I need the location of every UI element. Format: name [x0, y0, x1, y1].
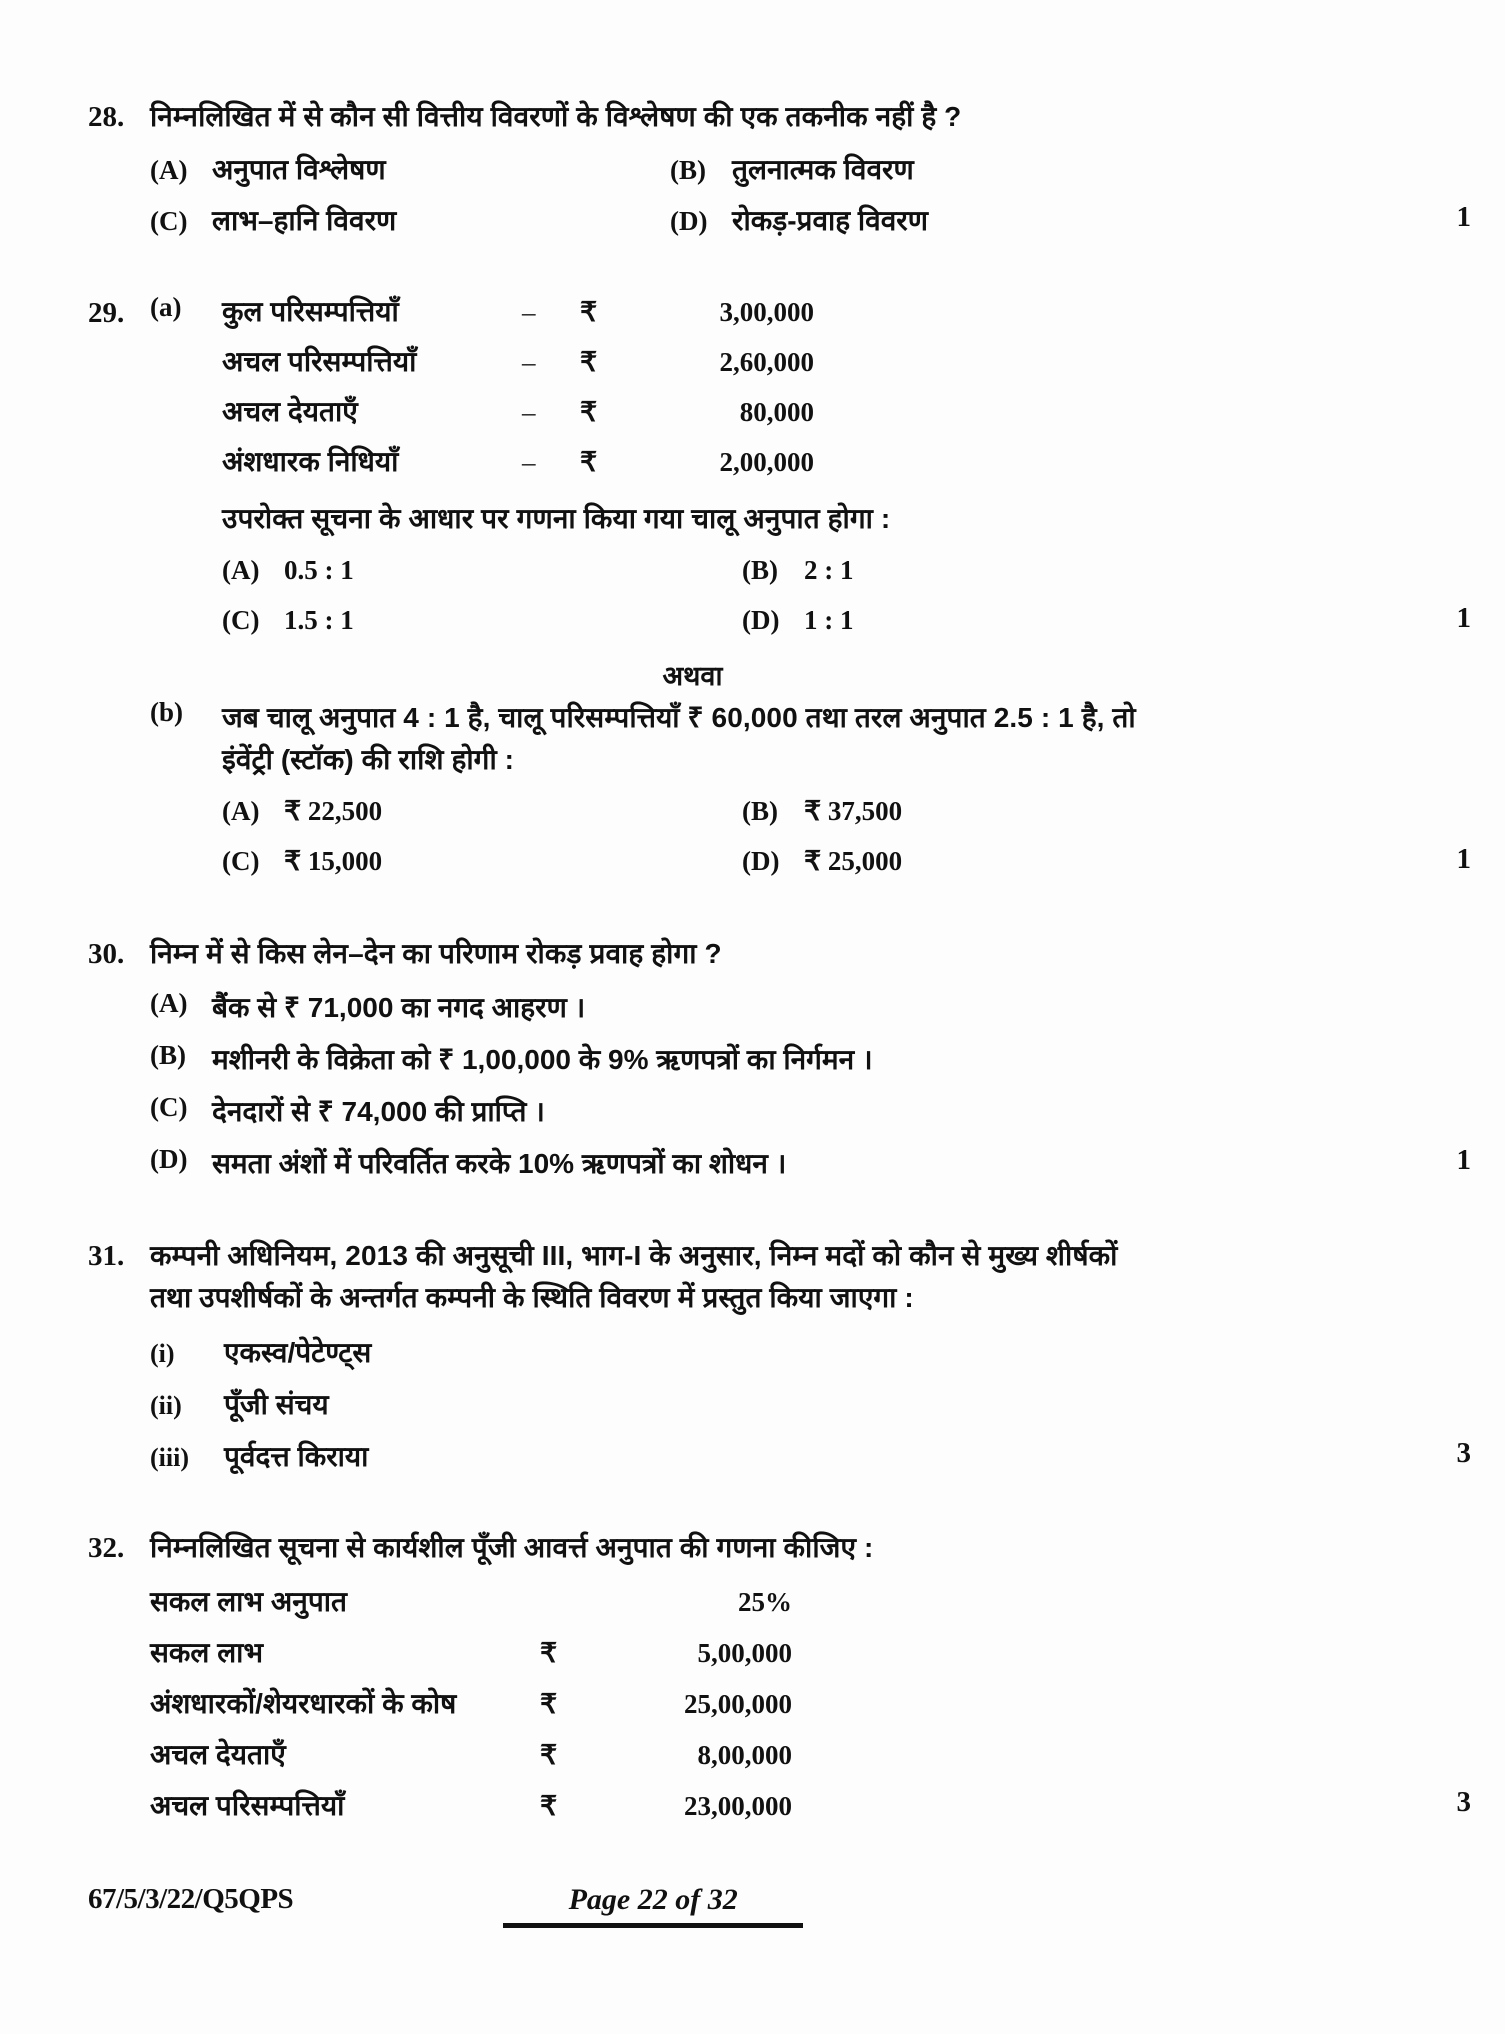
data-label: अचल परिसम्पत्तियाँ	[222, 346, 417, 378]
option-label: बैंक से ₹ 71,000 का नगद आहरण ।	[212, 991, 586, 1023]
question-stem-line-2: इंवेंट्री (स्टॉक) की राशि होगी :	[222, 743, 515, 775]
option-tag: (A)	[222, 555, 260, 586]
question-number: 28.	[88, 101, 125, 133]
options-list	[150, 987, 1471, 1184]
rupee-icon: ₹	[540, 1638, 558, 1669]
question-number: 30.	[88, 937, 125, 970]
rupee-icon: ₹	[540, 1689, 558, 1720]
page-content	[88, 96, 1471, 1994]
option-tag: (D)	[742, 845, 780, 876]
row-label: सकल लाभ अनुपात	[150, 1586, 347, 1618]
row-value: 23,00,000	[684, 1791, 792, 1822]
option-row	[222, 602, 1471, 640]
question-number: 31.	[88, 1240, 125, 1273]
sub-item-i	[150, 1333, 1385, 1371]
sub-items-list	[150, 1333, 1471, 1475]
sub-item-label: एकस्व/पेटेण्ट्स	[224, 1337, 372, 1369]
data-label: अचल देयताएँ	[222, 396, 358, 428]
row-value: 5,00,000	[697, 1638, 792, 1669]
options-list	[222, 793, 1471, 881]
option-a[interactable]	[222, 552, 742, 590]
option-tag: (B)	[670, 155, 706, 185]
question-prompt: उपरोक्त सूचना के आधार पर गणना किया गया चालू अनुपात होगा :	[222, 503, 891, 535]
data-value: 80,000	[739, 397, 814, 428]
marks-value: 3	[1456, 1437, 1471, 1470]
sub-item-tag: (i)	[150, 1339, 175, 1369]
option-label: मशीनरी के विक्रेता को ₹ 1,00,000 के 9% ऋणपत्रों का निर्गमन ।	[212, 1043, 873, 1075]
option-b[interactable]	[670, 150, 1385, 189]
rupee-icon: ₹	[580, 397, 598, 428]
option-c[interactable]	[150, 1092, 1385, 1131]
data-label: कुल परिसम्पत्तियाँ	[222, 296, 399, 328]
rupee-icon: ₹	[540, 1791, 558, 1822]
option-label: 1 : 1	[804, 605, 854, 636]
data-row	[222, 292, 1385, 330]
question-stem: निम्नलिखित सूचना से कार्यशील पूँजी आवर्त्त अनुपात की गणना कीजिए :	[150, 1532, 874, 1564]
option-tag: (B)	[742, 555, 778, 586]
question-stem: निम्नलिखित में से कौन सी वित्तीय विवरणों के विश्लेषण की एक तकनीक नहीं है ?	[150, 101, 962, 132]
question-29-part-a	[150, 292, 1471, 640]
page-footer	[88, 1883, 1385, 1928]
table-row	[150, 1786, 1471, 1824]
option-d[interactable]	[150, 1144, 1471, 1183]
marks-value: 1	[1456, 1144, 1471, 1177]
marks-value: 1	[1456, 842, 1471, 875]
option-a[interactable]	[222, 793, 742, 831]
option-b[interactable]	[150, 1040, 1385, 1079]
option-d[interactable]	[742, 602, 1471, 640]
subpart-tag: (a)	[150, 292, 182, 323]
option-label: 0.5 : 1	[284, 555, 354, 586]
question-30	[88, 933, 1471, 1184]
table-row	[150, 1735, 1385, 1773]
sub-item-tag: (iii)	[150, 1443, 189, 1473]
option-tag: (C)	[222, 845, 260, 876]
marks-value: 3	[1456, 1786, 1471, 1819]
sub-item-iii	[150, 1437, 1471, 1475]
footer-divider	[503, 1923, 803, 1928]
or-separator: अथवा	[662, 660, 723, 691]
option-tag: (C)	[150, 1091, 188, 1122]
option-tag: (C)	[150, 206, 188, 237]
option-d[interactable]	[670, 201, 1471, 240]
option-row	[222, 842, 1471, 881]
page-indicator	[503, 1883, 803, 1928]
option-tag: (C)	[222, 605, 260, 636]
option-row	[222, 552, 1385, 590]
data-dash: –	[522, 447, 536, 478]
option-label: समता अंशों में परिवर्तित करके 10% ऋणपत्रों का शोधन ।	[212, 1148, 787, 1180]
data-value: 2,00,000	[719, 447, 814, 478]
rupee-icon: ₹	[580, 347, 598, 378]
row-value: 8,00,000	[697, 1740, 792, 1771]
question-31	[88, 1235, 1471, 1475]
subpart-tag: (b)	[150, 696, 183, 727]
table-row	[150, 1684, 1385, 1722]
data-label: अंशधारक निधियाँ	[222, 446, 399, 478]
data-value: 3,00,000	[719, 297, 814, 328]
row-label: अचल परिसम्पत्तियाँ	[150, 1790, 345, 1822]
option-d[interactable]	[742, 842, 1471, 881]
financial-data-table	[150, 1582, 1471, 1824]
option-tag: (D)	[670, 206, 708, 237]
option-label: तुलनात्मक विवरण	[732, 154, 914, 185]
option-label: ₹ 15,000	[284, 845, 383, 876]
option-label: लाभ–हानि विवरण	[212, 205, 397, 237]
rupee-icon: ₹	[580, 297, 598, 328]
rupee-icon: ₹	[580, 447, 598, 478]
data-dash: –	[522, 347, 536, 378]
sub-item-label: पूँजी संचय	[224, 1389, 329, 1421]
option-label: ₹ 37,500	[804, 795, 903, 826]
option-label: 1.5 : 1	[284, 605, 354, 636]
option-label: अनुपात विश्लेषण	[212, 154, 386, 185]
row-label: सकल लाभ	[150, 1637, 264, 1669]
option-a[interactable]	[150, 988, 1385, 1027]
option-b[interactable]	[742, 552, 1385, 590]
question-29	[88, 292, 1471, 880]
option-label: ₹ 22,500	[284, 795, 383, 826]
option-label: ₹ 25,000	[804, 845, 903, 876]
question-stem-line-1: कम्पनी अधिनियम, 2013 की अनुसूची III, भाग-I के अनुसार, निम्न मदों को कौन से मुख्य शीर्षकों	[150, 1240, 1118, 1272]
option-row	[222, 793, 1385, 831]
data-value: 2,60,000	[719, 347, 814, 378]
options-list	[150, 150, 1471, 240]
row-label: अचल देयताएँ	[150, 1739, 286, 1771]
options-list	[222, 552, 1471, 640]
option-row	[150, 201, 1471, 240]
sub-item-tag: (ii)	[150, 1391, 182, 1421]
sub-item-label: पूर्वदत्त किराया	[224, 1441, 369, 1473]
row-value: 25%	[738, 1587, 792, 1618]
data-row	[222, 342, 1385, 380]
option-tag: (A)	[150, 155, 188, 185]
sub-item-ii	[150, 1385, 1385, 1423]
data-row	[222, 442, 1385, 480]
rupee-icon: ₹	[540, 1740, 558, 1771]
option-c[interactable]	[222, 843, 742, 881]
question-stem-line-2: तथा उपशीर्षकों के अन्तर्गत कम्पनी के स्थिति विवरण में प्रस्तुत किया जाएगा :	[150, 1282, 914, 1314]
question-32	[88, 1527, 1471, 1824]
question-number: 32.	[88, 1532, 125, 1565]
data-dash: –	[522, 397, 536, 428]
table-row	[150, 1633, 1385, 1671]
question-29-part-b	[150, 696, 1471, 881]
data-row	[222, 392, 1385, 430]
option-b[interactable]	[742, 793, 1385, 831]
question-number: 29.	[88, 297, 125, 330]
marks-value: 1	[1456, 201, 1471, 234]
paper-code: 67/5/3/22/Q5QPS	[88, 1883, 294, 1915]
question-stem-line-1: जब चालू अनुपात 4 : 1 है, चालू परिसम्पत्तियाँ ₹ 60,000 तथा तरल अनुपात 2.5 : 1 है, तो	[222, 701, 1136, 733]
option-a[interactable]	[150, 150, 670, 189]
option-tag: (B)	[742, 795, 778, 826]
row-value: 25,00,000	[684, 1689, 792, 1720]
question-stem: निम्न में से किस लेन–देन का परिणाम रोकड़ प्रवाह होगा ?	[150, 937, 722, 969]
data-dash: –	[522, 297, 536, 328]
option-tag: (D)	[742, 605, 780, 636]
option-tag: (D)	[150, 1144, 188, 1175]
question-28	[88, 96, 1471, 240]
option-label: 2 : 1	[804, 555, 854, 586]
marks-value: 1	[1456, 602, 1471, 635]
page-number-label: Page 22 of 32	[568, 1883, 738, 1916]
option-c[interactable]	[150, 201, 670, 240]
option-tag: (A)	[222, 795, 260, 826]
row-label: अंशधारकों/शेयरधारकों के कोष	[150, 1688, 457, 1720]
option-label: देनदारों से ₹ 74,000 की प्राप्ति ।	[212, 1095, 545, 1127]
option-tag: (B)	[150, 1039, 186, 1070]
table-row	[150, 1582, 1385, 1620]
option-label: रोकड़-प्रवाह विवरण	[732, 205, 928, 237]
option-c[interactable]	[222, 602, 742, 640]
option-row	[150, 150, 1385, 189]
option-tag: (A)	[150, 987, 188, 1018]
